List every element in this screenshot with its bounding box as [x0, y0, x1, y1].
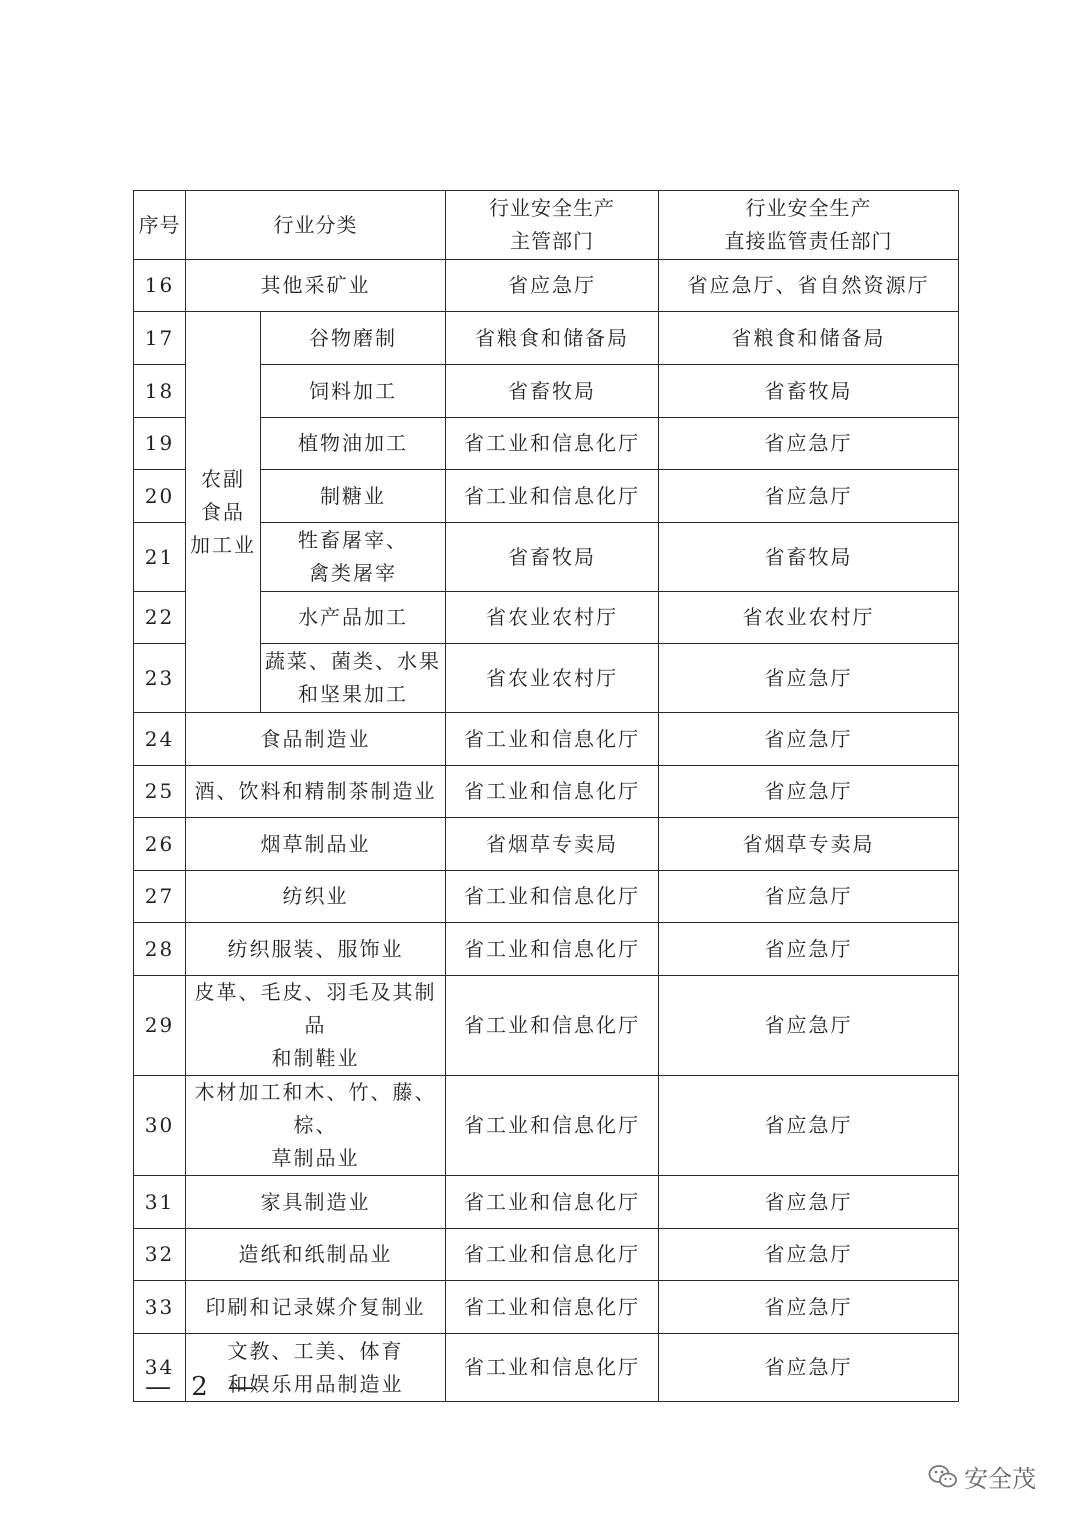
- row-supervise-dept: 省畜牧局: [659, 523, 959, 592]
- header-main-dept: [446, 191, 659, 260]
- row-supervise-dept: 省畜牧局: [659, 365, 959, 418]
- row-main-dept: 省工业和信息化厅: [446, 766, 659, 818]
- table-row: [134, 976, 959, 1076]
- row-supervise-dept: 省粮食和储备局: [659, 312, 959, 365]
- row-number: 27: [134, 871, 186, 923]
- row-category: [261, 644, 446, 713]
- row-main-dept: 省应急厅: [446, 260, 659, 312]
- row-main-dept: 省工业和信息化厅: [446, 1229, 659, 1281]
- row-main-dept: 省工业和信息化厅: [446, 1076, 659, 1176]
- row-number: 25: [134, 766, 186, 818]
- row-supervise-dept: 省应急厅、省自然资源厅: [659, 260, 959, 312]
- row-category-line2: 草制品业: [271, 1146, 360, 1170]
- header-main-dept-line2: 主管部门: [510, 229, 594, 253]
- row-main-dept: 省工业和信息化厅: [446, 470, 659, 523]
- row-supervise-dept: 省应急厅: [659, 644, 959, 713]
- row-category: 烟草制品业: [186, 818, 446, 871]
- row-supervise-dept: 省应急厅: [659, 1076, 959, 1176]
- row-category: 家具制造业: [186, 1176, 446, 1229]
- industry-responsibility-table: [133, 190, 959, 1402]
- row-main-dept: 省工业和信息化厅: [446, 713, 659, 766]
- row-category-line1: 蔬菜、菌类、水果: [265, 649, 441, 673]
- row-supervise-dept: 省应急厅: [659, 766, 959, 818]
- row-main-dept: 省农业农村厅: [446, 644, 659, 713]
- row-main-dept: 省畜牧局: [446, 365, 659, 418]
- row-category: 酒、饮料和精制茶制造业: [186, 766, 446, 818]
- table-row: [134, 818, 959, 871]
- row-number: 16: [134, 260, 186, 312]
- row-supervise-dept: 省应急厅: [659, 1229, 959, 1281]
- header-supervise-dept-line1: 行业安全生产: [745, 196, 872, 220]
- table-row: [134, 312, 959, 365]
- table-header-row: [134, 191, 959, 260]
- row-main-dept: 省工业和信息化厅: [446, 418, 659, 470]
- table-row: [134, 1176, 959, 1229]
- row-number: 24: [134, 713, 186, 766]
- row-number: 18: [134, 365, 186, 418]
- table-row: [134, 871, 959, 923]
- row-category: 饲料加工: [261, 365, 446, 418]
- group-category-line1: 农副: [201, 466, 245, 491]
- row-main-dept: 省工业和信息化厅: [446, 923, 659, 976]
- row-main-dept: 省工业和信息化厅: [446, 1334, 659, 1402]
- row-number: 21: [134, 523, 186, 592]
- row-category: 制糖业: [261, 470, 446, 523]
- row-category-line1: 牲畜屠宰、: [298, 528, 408, 552]
- row-main-dept: 省工业和信息化厅: [446, 1281, 659, 1334]
- row-number: 23: [134, 644, 186, 713]
- row-category-line2: 和制鞋业: [271, 1046, 360, 1070]
- watermark-text: 安全茂: [964, 1465, 1036, 1493]
- page-number: — 2 —: [145, 1372, 261, 1402]
- table-row: [134, 1229, 959, 1281]
- watermark: [928, 1459, 1036, 1494]
- group-category: [186, 312, 261, 713]
- row-category: [261, 523, 446, 592]
- row-number: 32: [134, 1229, 186, 1281]
- row-supervise-dept: 省应急厅: [659, 871, 959, 923]
- row-supervise-dept: 省应急厅: [659, 418, 959, 470]
- table-row: [134, 713, 959, 766]
- row-category-line2: 和娱乐用品制造业: [227, 1371, 404, 1396]
- row-category: 纺织服装、服饰业: [186, 923, 446, 976]
- row-category: 其他采矿业: [186, 260, 446, 312]
- row-main-dept: 省粮食和储备局: [446, 312, 659, 365]
- table-row: [134, 260, 959, 312]
- row-category: [186, 976, 446, 1076]
- row-category: 纺织业: [186, 871, 446, 923]
- row-main-dept: 省畜牧局: [446, 523, 659, 592]
- header-supervise-dept: [659, 191, 959, 260]
- group-category-line2: 食品: [201, 499, 245, 524]
- row-main-dept: 省农业农村厅: [446, 592, 659, 644]
- row-category-line1: 皮革、毛皮、羽毛及其制品: [194, 980, 437, 1037]
- row-main-dept: 省工业和信息化厅: [446, 976, 659, 1076]
- row-number: 28: [134, 923, 186, 976]
- table-row: [134, 1076, 959, 1176]
- row-main-dept: 省烟草专卖局: [446, 818, 659, 871]
- row-supervise-dept: 省应急厅: [659, 976, 959, 1076]
- row-supervise-dept: 省应急厅: [659, 1281, 959, 1334]
- header-supervise-dept-line2: 直接监管责任部门: [724, 229, 893, 253]
- row-category: [186, 1076, 446, 1176]
- row-number: 19: [134, 418, 186, 470]
- row-main-dept: 省工业和信息化厅: [446, 871, 659, 923]
- row-number: 22: [134, 592, 186, 644]
- row-number: 26: [134, 818, 186, 871]
- header-category: 行业分类: [186, 191, 446, 260]
- row-supervise-dept: 省应急厅: [659, 470, 959, 523]
- row-category-line1: 木材加工和木、竹、藤、棕、: [194, 1080, 437, 1137]
- table-row: [134, 1281, 959, 1334]
- header-main-dept-line1: 行业安全生产: [489, 196, 615, 220]
- row-number: 31: [134, 1176, 186, 1229]
- row-category: 谷物磨制: [261, 312, 446, 365]
- row-category-line2: 和坚果加工: [298, 682, 408, 706]
- row-category: 植物油加工: [261, 418, 446, 470]
- row-number: 20: [134, 470, 186, 523]
- header-index: 序号: [134, 191, 186, 260]
- row-category: 造纸和纸制品业: [186, 1229, 446, 1281]
- row-number: 30: [134, 1076, 186, 1176]
- row-supervise-dept: 省应急厅: [659, 713, 959, 766]
- row-number: 34: [134, 1334, 186, 1402]
- row-number: 17: [134, 312, 186, 365]
- row-category-line2: 禽类屠宰: [309, 561, 397, 585]
- table-row: [134, 766, 959, 818]
- row-category: 水产品加工: [261, 592, 446, 644]
- row-supervise-dept: 省应急厅: [659, 923, 959, 976]
- row-supervise-dept: 省应急厅: [659, 1334, 959, 1402]
- row-number: 29: [134, 976, 186, 1076]
- row-number: 33: [134, 1281, 186, 1334]
- row-category-line1: 文教、工美、体育: [227, 1338, 404, 1363]
- group-category-line3: 加工业: [190, 532, 256, 557]
- table-row: [134, 923, 959, 976]
- row-main-dept: 省工业和信息化厅: [446, 1176, 659, 1229]
- row-supervise-dept: 省农业农村厅: [659, 592, 959, 644]
- row-supervise-dept: 省应急厅: [659, 1176, 959, 1229]
- row-supervise-dept: 省烟草专卖局: [659, 818, 959, 871]
- wechat-icon: [928, 1464, 958, 1490]
- row-category: 印刷和记录媒介复制业: [186, 1281, 446, 1334]
- row-category: 食品制造业: [186, 713, 446, 766]
